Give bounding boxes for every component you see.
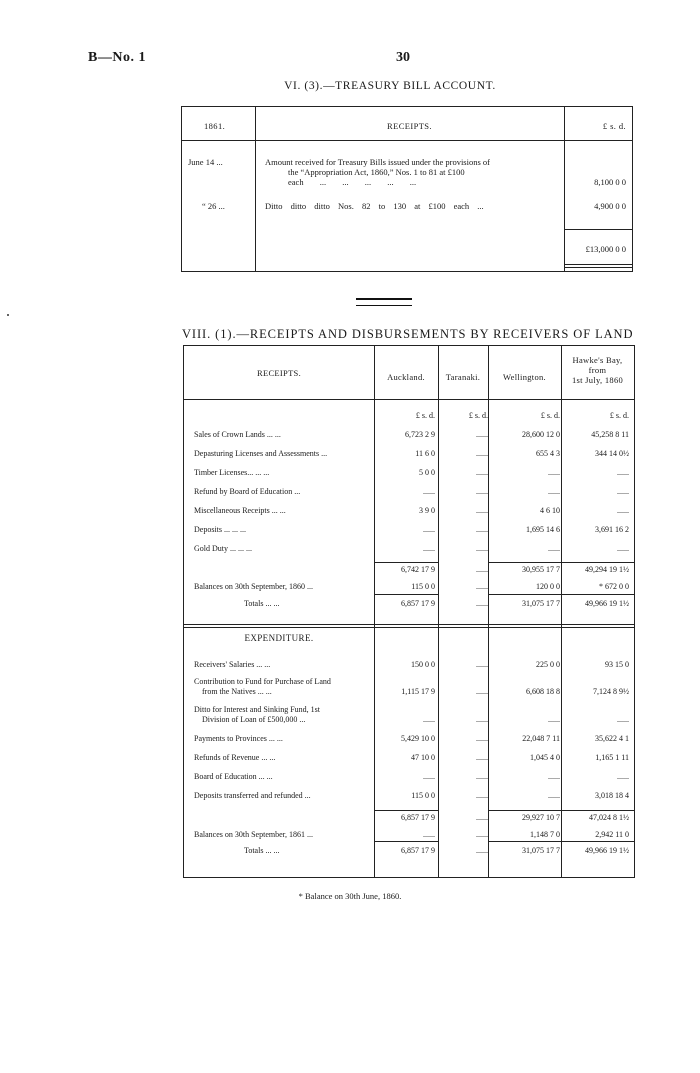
expenditure-row-value: 225 0 0 bbox=[536, 660, 560, 669]
expenditure-row-label: Board of Education ... ... bbox=[194, 772, 273, 781]
section-divider bbox=[356, 298, 412, 306]
expenditure-row-value: ...... bbox=[423, 714, 435, 724]
expenditure-row-value: ...... bbox=[423, 772, 435, 781]
expenditure-row-value: ...... bbox=[476, 660, 488, 669]
expenditure-balance-value: ...... bbox=[476, 830, 488, 839]
receipts-totals-label: Totals ... ... bbox=[244, 599, 280, 608]
treasury-title: VI. (3).—TREASURY BILL ACCOUNT. bbox=[284, 80, 496, 92]
receipt-row-value: ...... bbox=[476, 506, 488, 515]
receipt-row-value: ...... bbox=[476, 430, 488, 439]
receipt-row-value: ...... bbox=[548, 468, 560, 477]
receipt-row-value: ...... bbox=[617, 468, 629, 477]
receipt-row-value: ...... bbox=[476, 525, 488, 534]
expenditure-subtotal-value: 29,927 10 7 bbox=[522, 813, 560, 822]
receipt-row-value: 6,723 2 9 bbox=[405, 430, 435, 439]
receipts-subtotal-value: 49,294 19 1½ bbox=[585, 565, 629, 574]
expenditure-row-value: 1,165 1 11 bbox=[595, 753, 629, 762]
expenditure-balance-value: 1,148 7 0 bbox=[530, 830, 560, 839]
treasury-col-receipts: RECEIPTS. bbox=[387, 121, 432, 131]
expenditure-row-value: ...... bbox=[617, 772, 629, 781]
expenditure-row-value: 35,622 4 1 bbox=[595, 734, 629, 743]
page-number: 30 bbox=[396, 50, 410, 65]
receipt-row-label: Gold Duty ... ... ... bbox=[194, 544, 252, 553]
expenditure-title: EXPENDITURE. bbox=[244, 633, 314, 643]
receipt-row-label: Sales of Crown Lands ... ... bbox=[194, 430, 281, 439]
treasury-row-line: the “Appropriation Act, 1860,” Nos. 1 to 81 at £100 bbox=[288, 167, 465, 177]
expenditure-row-value: 5,429 10 0 bbox=[401, 734, 435, 743]
receipts-balance-value: 120 0 0 bbox=[536, 582, 560, 591]
treasury-row-line: Amount received for Treasury Bills issued under the provisions of bbox=[265, 157, 490, 167]
receipts-subtotal-value: 6,742 17 9 bbox=[401, 565, 435, 574]
receipt-row-label: Timber Licenses... ... ... bbox=[194, 468, 270, 477]
section-label: B—No. 1 bbox=[88, 50, 146, 65]
margin-mark bbox=[7, 314, 9, 316]
treasury-total: £13,000 0 0 bbox=[585, 244, 626, 254]
receipts-subtotal-value: ...... bbox=[476, 565, 488, 574]
treasury-col-money: £ s. d. bbox=[602, 121, 626, 131]
receipt-row-value: 45,258 8 11 bbox=[591, 430, 629, 439]
unit-label: £ s. d. bbox=[468, 411, 488, 420]
expenditure-balance-label: Balances on 30th September, 1861 ... bbox=[194, 830, 313, 839]
expenditure-row-value: ...... bbox=[476, 734, 488, 743]
receipt-row-value: 344 14 0½ bbox=[595, 449, 629, 458]
receipt-row-value: ...... bbox=[617, 506, 629, 515]
expenditure-row-value: ...... bbox=[548, 791, 560, 800]
expenditure-row-label: Deposits transferred and refunded ... bbox=[194, 791, 311, 800]
expenditure-row-value: ...... bbox=[617, 714, 629, 724]
expenditure-row-label-cont: Division of Loan of £500,000 ... bbox=[202, 714, 306, 724]
receipts-totals-value: ...... bbox=[476, 599, 488, 608]
expenditure-row-value: ...... bbox=[476, 714, 488, 724]
receipt-row-value: 28,600 12 0 bbox=[522, 430, 560, 439]
receipts-balance-value: ...... bbox=[476, 582, 488, 591]
expenditure-row-value: ...... bbox=[476, 753, 488, 762]
expenditure-row-value: 93 15 0 bbox=[605, 660, 629, 669]
receipt-row-value: ...... bbox=[548, 544, 560, 553]
land-col-wellington: Wellington. bbox=[503, 372, 546, 382]
expenditure-row-value: 3,018 18 4 bbox=[595, 791, 629, 800]
expenditure-row-value: 115 0 0 bbox=[411, 791, 435, 800]
receipt-row-value: ...... bbox=[476, 468, 488, 477]
expenditure-totals-value: ...... bbox=[476, 846, 488, 855]
expenditure-row-value: 22,048 7 11 bbox=[522, 734, 560, 743]
expenditure-row-value: ...... bbox=[476, 686, 488, 696]
expenditure-subtotal-value: 47,024 8 1½ bbox=[589, 813, 629, 822]
expenditure-row-value: 6,608 18 8 bbox=[526, 686, 560, 696]
footnote: * Balance on 30th June, 1860. bbox=[298, 891, 402, 901]
expenditure-balance-value: 2,942 11 0 bbox=[595, 830, 629, 839]
expenditure-row-label: Contribution to Fund for Purchase of Land bbox=[194, 677, 331, 686]
unit-label: £ s. d. bbox=[609, 411, 629, 420]
expenditure-row-value: 47 10 0 bbox=[411, 753, 435, 762]
treasury-row-date: “ 26 ... bbox=[202, 201, 225, 211]
expenditure-row-label: Receivers' Salaries ... ... bbox=[194, 660, 271, 669]
receipt-row-label: Refund by Board of Education ... bbox=[194, 487, 301, 496]
land-col-receipts: RECEIPTS. bbox=[256, 368, 302, 378]
treasury-row-amount: 4,900 0 0 bbox=[594, 201, 626, 211]
receipt-row-label: Miscellaneous Receipts ... ... bbox=[194, 506, 286, 515]
expenditure-row-value: ...... bbox=[476, 791, 488, 800]
expenditure-totals-value: 49,966 19 1½ bbox=[585, 846, 629, 855]
receipts-totals-value: 31,075 17 7 bbox=[522, 599, 560, 608]
expenditure-row-value: ...... bbox=[548, 714, 560, 724]
receipt-row-value: 3,691 16 2 bbox=[595, 525, 629, 534]
expenditure-subtotal-value: 6,857 17 9 bbox=[401, 813, 435, 822]
receipt-row-value: 4 6 10 bbox=[540, 506, 560, 515]
land-title: VIII. (1).—RECEIPTS AND DISBURSEMENTS BY RECEIVERS OF LAND bbox=[182, 327, 634, 341]
receipt-row-value: ...... bbox=[617, 487, 629, 496]
receipts-balance-value: 115 0 0 bbox=[411, 582, 435, 591]
treasury-col-year: 1861. bbox=[204, 121, 226, 131]
receipt-row-value: ...... bbox=[423, 544, 435, 553]
expenditure-totals-label: Totals ... ... bbox=[244, 846, 280, 855]
expenditure-row-label: Payments to Provinces ... ... bbox=[194, 734, 283, 743]
expenditure-row-value: ...... bbox=[548, 772, 560, 781]
receipt-row-value: 1,695 14 6 bbox=[526, 525, 560, 534]
receipt-row-value: 11 6 0 bbox=[415, 449, 435, 458]
treasury-row-line: Ditto ditto ditto Nos. 82 to 130 at £100 each ... bbox=[265, 201, 484, 211]
receipt-row-value: ...... bbox=[548, 487, 560, 496]
expenditure-subtotal-value: ...... bbox=[476, 813, 488, 822]
expenditure-totals-value: 31,075 17 7 bbox=[522, 846, 560, 855]
expenditure-balance-value: ...... bbox=[423, 830, 435, 839]
receipt-row-value: ...... bbox=[476, 544, 488, 553]
unit-label: £ s. d. bbox=[415, 411, 435, 420]
treasury-row-date: June 14 ... bbox=[188, 157, 223, 167]
receipts-subtotal-value: 30,955 17 7 bbox=[522, 565, 560, 574]
land-col-taranaki: Taranaki. bbox=[445, 372, 481, 382]
receipt-row-value: 3 9 0 bbox=[419, 506, 435, 515]
treasury-row-line: each ... ... ... ... ... bbox=[288, 177, 417, 187]
receipt-row-value: 655 4 3 bbox=[536, 449, 560, 458]
land-table bbox=[183, 345, 635, 878]
receipt-row-value: 5 0 0 bbox=[419, 468, 435, 477]
expenditure-row-value: ...... bbox=[476, 772, 488, 781]
expenditure-totals-value: 6,857 17 9 bbox=[401, 846, 435, 855]
receipt-row-label: Depasturing Licenses and Assessments ... bbox=[194, 449, 328, 458]
treasury-table bbox=[181, 106, 633, 272]
receipts-totals-value: 6,857 17 9 bbox=[401, 599, 435, 608]
expenditure-row-label-cont: from the Natives ... ... bbox=[202, 686, 272, 696]
expenditure-row-label: Ditto for Interest and Sinking Fund, 1st bbox=[194, 705, 320, 714]
receipt-row-value: ...... bbox=[423, 487, 435, 496]
expenditure-row-value: 1,115 17 9 bbox=[401, 686, 435, 696]
expenditure-row-value: 1,045 4 0 bbox=[530, 753, 560, 762]
expenditure-row-value: 7,124 8 9½ bbox=[593, 686, 629, 696]
receipt-row-label: Deposits ... ... ... bbox=[194, 525, 246, 534]
receipt-row-value: ...... bbox=[423, 525, 435, 534]
receipt-row-value: ...... bbox=[617, 544, 629, 553]
land-col-hawkes-bay: Hawke's Bay, from 1st July, 1860 bbox=[571, 355, 624, 385]
treasury-row-amount: 8,100 0 0 bbox=[594, 177, 626, 187]
receipts-balance-label: Balances on 30th September, 1860 ... bbox=[194, 582, 313, 591]
receipts-totals-value: 49,966 19 1½ bbox=[585, 599, 629, 608]
unit-label: £ s. d. bbox=[540, 411, 560, 420]
expenditure-row-label: Refunds of Revenue ... ... bbox=[194, 753, 276, 762]
land-col-auckland: Auckland. bbox=[387, 372, 425, 382]
receipt-row-value: ...... bbox=[476, 449, 488, 458]
expenditure-row-value: 150 0 0 bbox=[411, 660, 435, 669]
receipt-row-value: ...... bbox=[476, 487, 488, 496]
receipts-balance-value: * 672 0 0 bbox=[599, 582, 629, 591]
